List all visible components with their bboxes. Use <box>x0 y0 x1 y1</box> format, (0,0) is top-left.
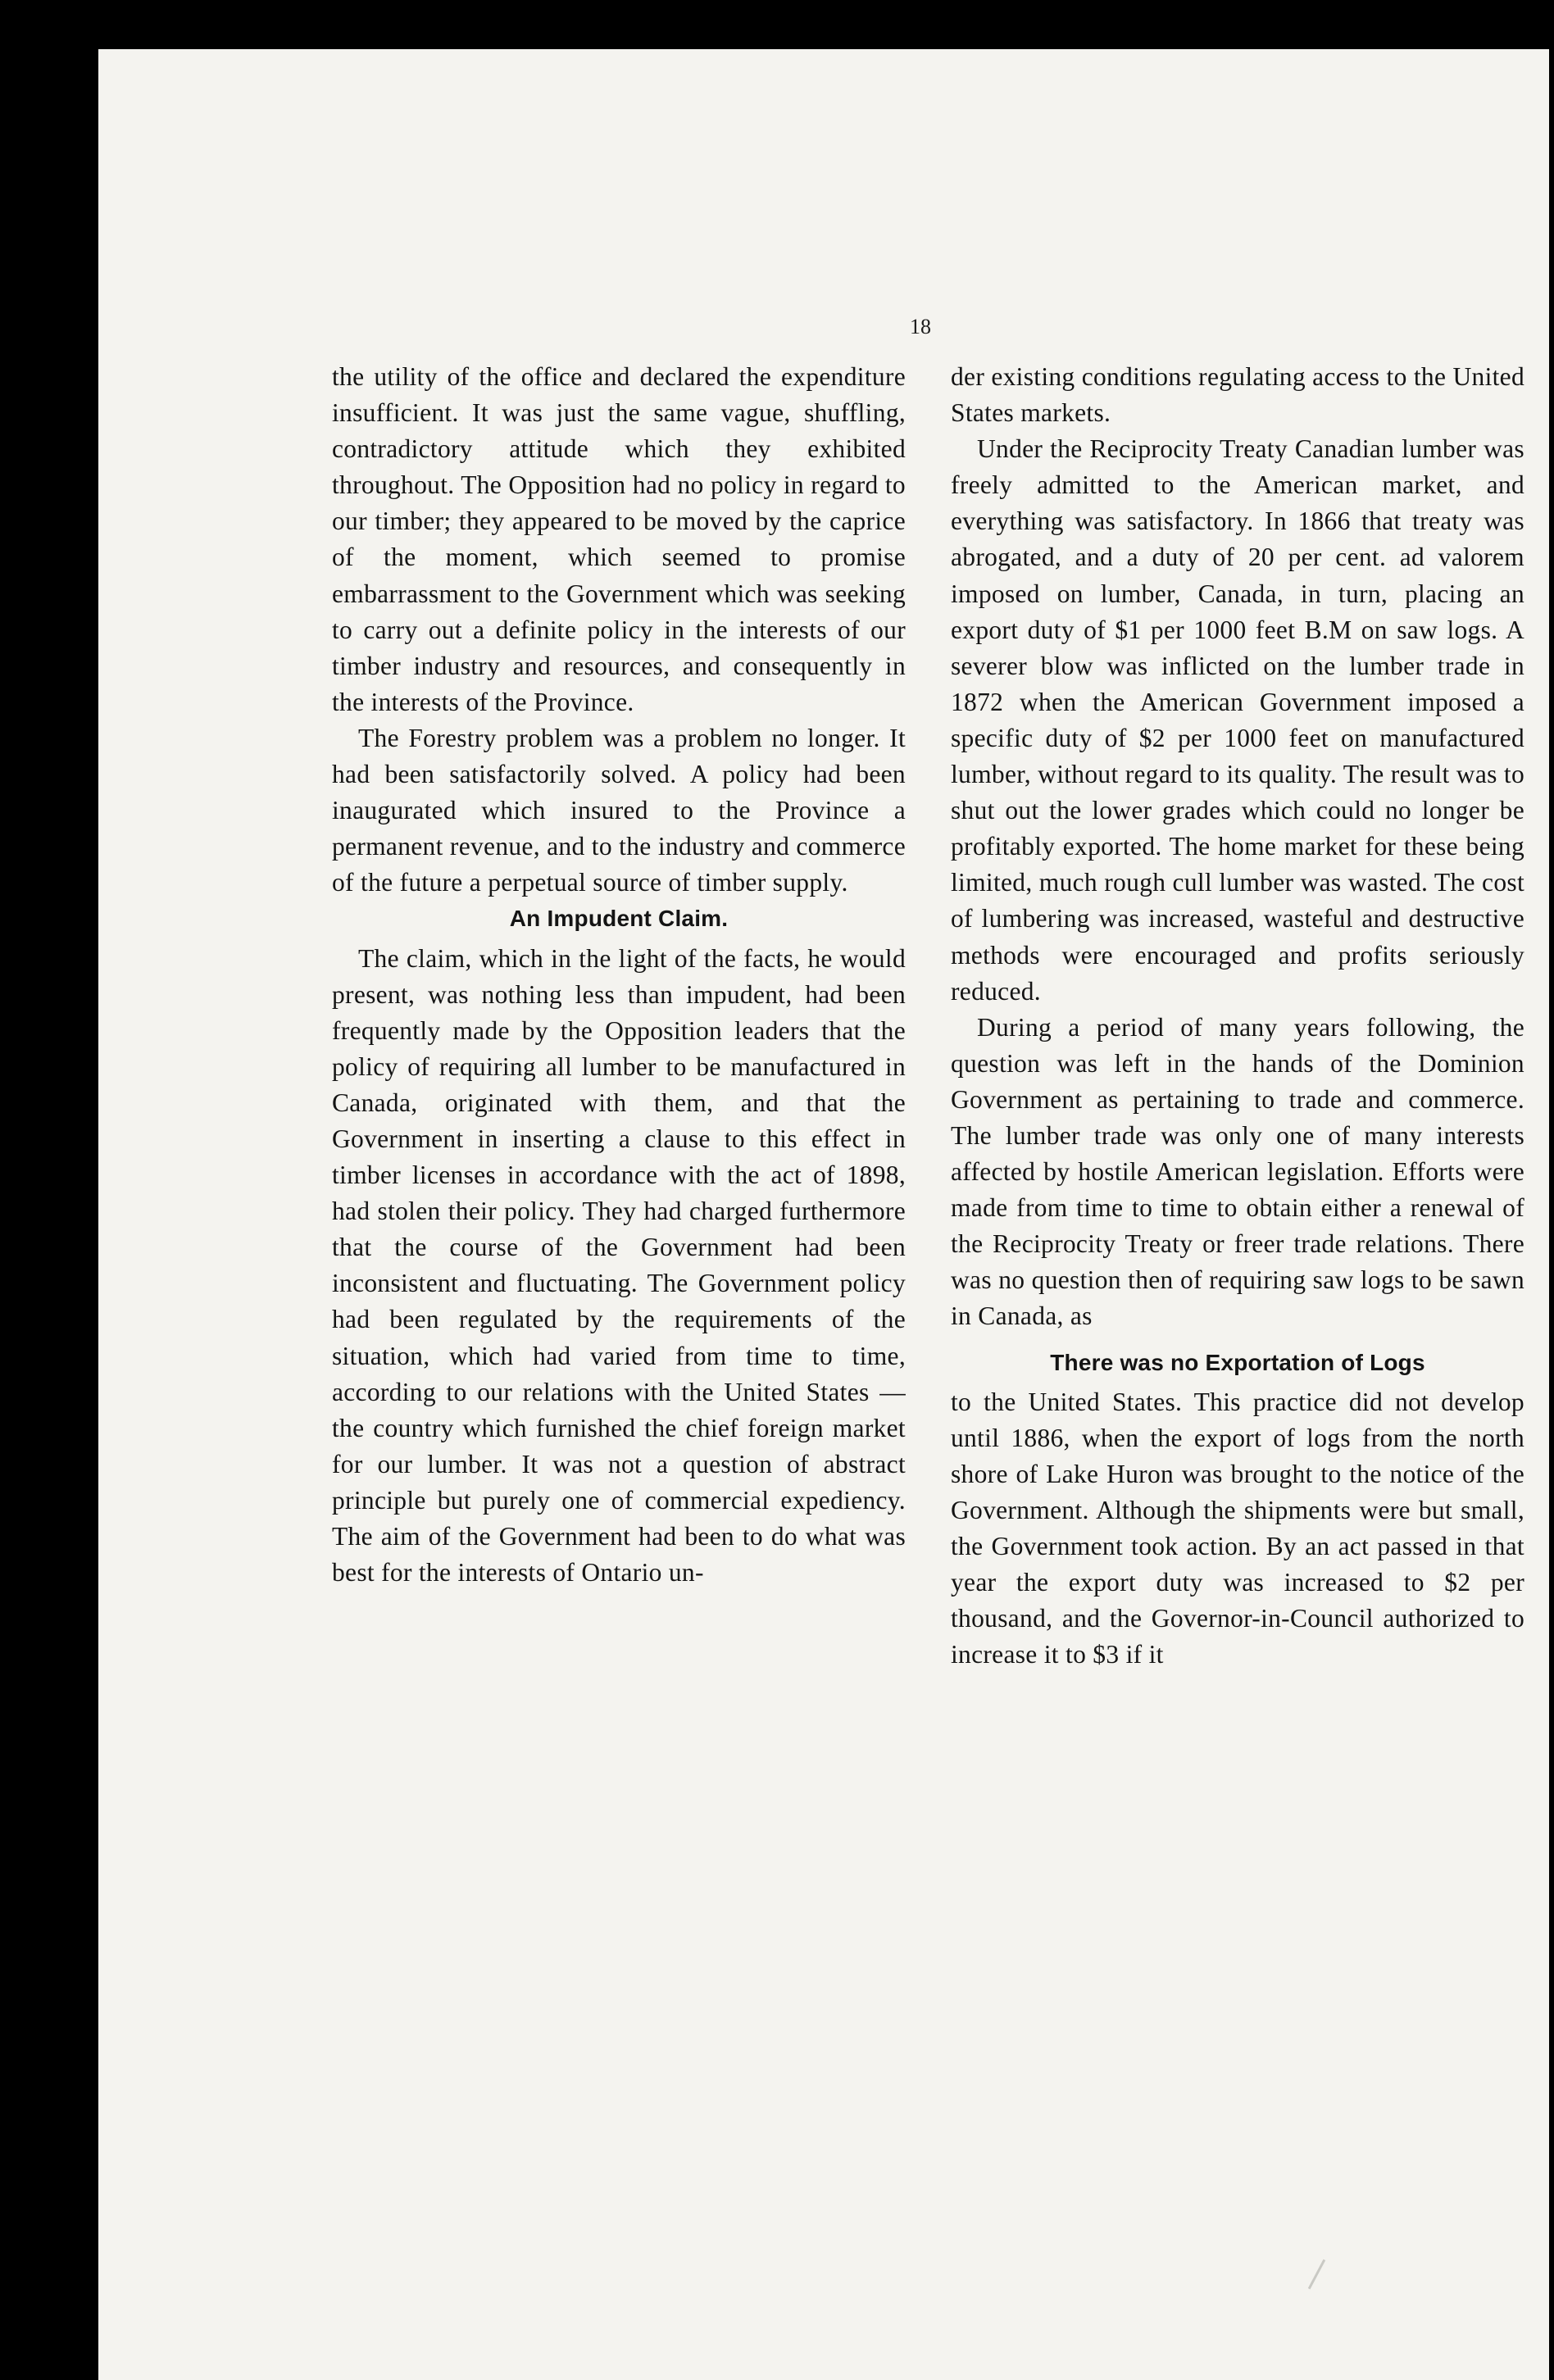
page-number: 18 <box>910 315 931 338</box>
right-paragraph-4: to the United States. This practice did not develop until 1886, when the export of logs from the north shore of Lake Huron was brought to the notice of the Government. Although the shipments were but small, the Government took action. By an act passed in that year the export duty was increased to $2 per thousand, and the Governor-in-Council authorized to increase it to $3 if it <box>951 1387 1524 1669</box>
right-column <box>951 359 1524 1673</box>
section-heading-impudent-claim: An Impudent Claim. <box>509 906 729 932</box>
left-column <box>332 359 906 1591</box>
right-paragraph-1: der existing conditions regulating access to the United States markets. <box>951 362 1524 428</box>
left-paragraph-2: The Forestry problem was a problem no longer. It had been satisfactorily solved. A policy had been inaugurated which insured to the Province a permanent revenue, and to the industry and commerce of the future a perpetual source of timber supply. <box>332 723 906 897</box>
section-heading-no-exportation: There was no Exportation of Logs <box>1050 1349 1425 1375</box>
right-paragraph-3: During a period of many years following, the question was left in the hands of the Dominion Government as pertaining to trade and commerce. The lumber trade was only one of many interests affected by hostile American legislation. Efforts were made from time to time to obtain either a renewal of the Reciprocity Treaty or freer trade relations. There was no question then of requiring saw logs to be sawn in Canada, as <box>951 1012 1524 1331</box>
right-paragraph-2: Under the Reciprocity Treaty Canadian lumber was freely admitted to the American market, and everything was satisfactory. In 1866 that treaty was abrogated, and a duty of 20 per cent. ad valorem imposed on lumber, Canada, in turn, placing an export duty of $1 per 1000 feet B.M on saw logs. A severer blow was inflicted on the lumber trade in 1872 when the American Government imposed a specific duty of $2 per 1000 feet on manufactured lumber, without regard to its quality. The result was to shut out the lower grades which could no longer be profitably exported. The home market for these being limited, much rough cull lumber was wasted. The cost of lumbering was increased, wasteful and destructive methods were encouraged and profits seriously reduced. <box>951 434 1524 1006</box>
left-paragraph-3: The claim, which in the light of the facts, he would present, was nothing less than impudent, had been frequently made by the Opposition leaders that the policy of requiring all lumber to be manufactured in Canada, originated with them, and that the Government in inserting a clause to this effect in timber licenses in accordance with the act of 1898, had stolen their policy. They had charged furthermore that the course of the Government had been inconsistent and fluctuating. The Government policy had been regulated by the requirements of the situation, which had varied from time to time, according to our relations with the United States — the country which furnished the chief foreign market for our lumber. It was not a question of abstract principle but purely one of commercial expediency. The aim of the Government had been to do what was best for the interests of Ontario un- <box>332 943 906 1587</box>
left-paragraph-1: the utility of the office and declared the expenditure insufficient. It was just the same vague, shuffling, contradictory attitude which they exhibited throughout. The Opposition had no policy in regard to our timber; they appeared to be moved by the caprice of the moment, which seemed to promise embarrassment to the Government which was seeking to carry out a definite policy in the interests of our timber industry and resources, and consequently in the interests of the Province. <box>332 362 906 716</box>
